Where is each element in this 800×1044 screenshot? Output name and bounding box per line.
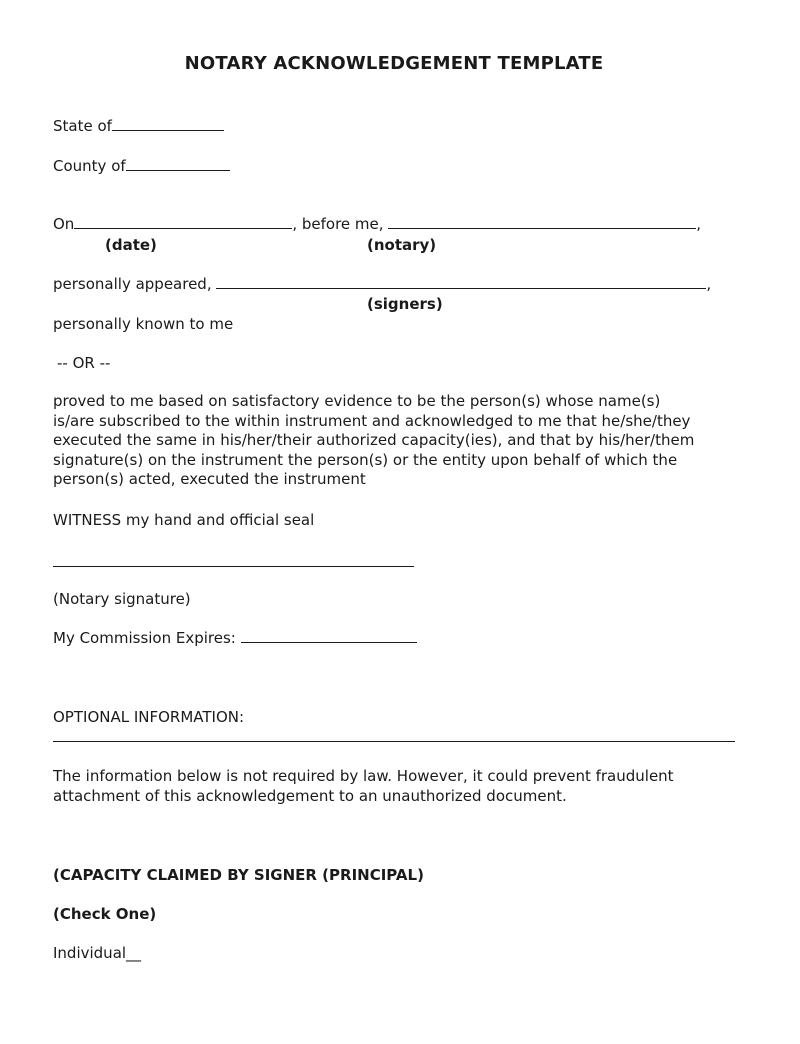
state-line <box>53 116 224 136</box>
county-line <box>53 156 230 176</box>
state-blank[interactable] <box>112 116 224 131</box>
proved-paragraph <box>53 392 753 490</box>
commission-line <box>53 628 417 648</box>
individual-option[interactable]: Individual__ <box>53 944 142 962</box>
comma: , <box>696 215 702 233</box>
date-blank[interactable] <box>74 214 292 229</box>
notary-signature-line[interactable] <box>53 566 414 567</box>
optional-line: The information below is not required by law. However, it could prevent fraudulent <box>53 767 674 785</box>
before-me-label: , before me, <box>292 215 384 233</box>
witness-text: WITNESS my hand and official seal <box>53 511 315 529</box>
proved-line: is/are subscribed to the within instrument and acknowledged to me that he/she/they <box>53 411 691 430</box>
optional-heading: OPTIONAL INFORMATION: <box>53 708 245 726</box>
commission-blank[interactable] <box>241 628 417 643</box>
or-separator: -- OR -- <box>57 354 111 372</box>
proved-line: proved to me based on satisfactory evidence to be the person(s) whose name(s) <box>53 392 661 410</box>
date-caption: (date) <box>105 236 157 254</box>
state-label: State of <box>53 117 112 135</box>
proved-line: executed the same in his/her/their authorized capacity(ies), and that by his/her/them <box>53 431 695 450</box>
document-title: NOTARY ACKNOWLEDGEMENT TEMPLATE <box>184 53 604 74</box>
appeared-line <box>53 274 711 294</box>
personally-appeared-label: personally appeared, <box>53 275 212 293</box>
personally-known-text: personally known to me <box>53 315 234 333</box>
optional-line: attachment of this acknowledgement to an unauthorized document. <box>53 787 567 805</box>
on-label: On <box>53 215 75 233</box>
notary-blank[interactable] <box>388 214 696 229</box>
comma: , <box>706 275 712 293</box>
county-label: County of <box>53 157 126 175</box>
proved-line: person(s) acted, executed the instrument <box>53 470 366 489</box>
optional-divider <box>53 741 735 742</box>
on-line <box>53 214 701 234</box>
proved-line: signature(s) on the instrument the person(s) or the entity upon behalf of which the <box>53 450 678 469</box>
notary-signature-label: (Notary signature) <box>53 590 191 608</box>
commission-label: My Commission Expires: <box>53 629 236 647</box>
county-blank[interactable] <box>126 156 230 171</box>
signers-caption: (signers) <box>367 295 443 313</box>
signers-blank[interactable] <box>216 274 706 289</box>
check-one-label: (Check One) <box>53 905 157 923</box>
capacity-heading: (CAPACITY CLAIMED BY SIGNER (PRINCIPAL) <box>53 866 424 884</box>
notary-caption: (notary) <box>367 236 437 254</box>
optional-paragraph <box>53 766 753 806</box>
